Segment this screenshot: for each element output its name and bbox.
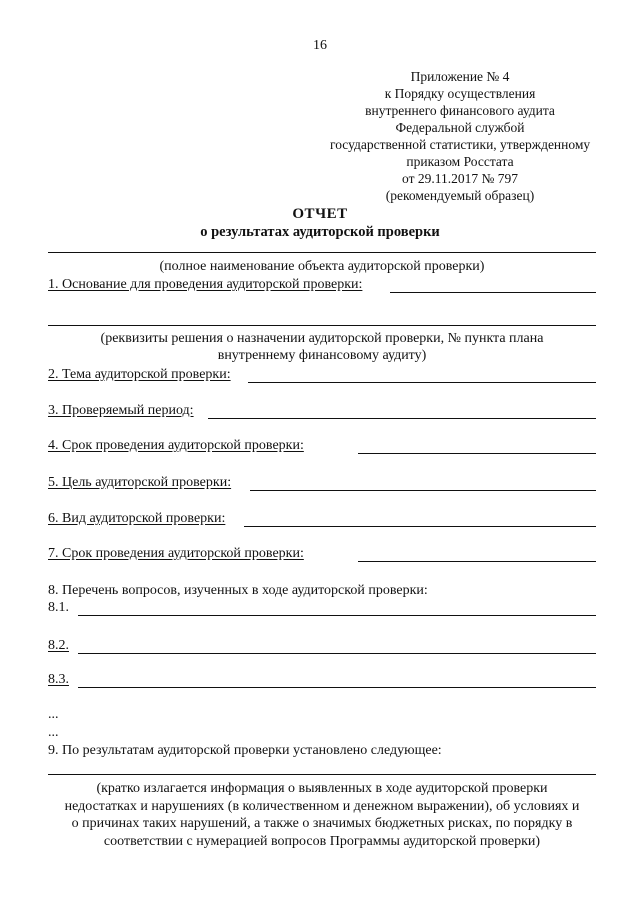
appendix-line: внутреннего финансового аудита [365,103,555,118]
page-number: 16 [313,38,327,53]
document-subtitle: о результатах аудиторской проверки [200,224,440,240]
item-6-line [244,526,596,527]
item-2-line [248,382,596,383]
appendix-line: от 29.11.2017 № 797 [402,171,518,186]
item-8-3-label: 8.3. [48,672,69,687]
item-4-label: 4. Срок проведения аудиторской проверки: [48,438,304,453]
appendix-block [330,68,590,187]
item-2-label: 2. Тема аудиторской проверки: [48,367,231,382]
requisites-caption: (реквизиты решения о назначении аудиторской проверки, № пункта плана внутреннему финансовому аудиту) [100,331,544,363]
item-8-3-line [78,687,596,688]
appendix-line: приказом Росстата [406,154,514,169]
item-9-label: 9. По результатам аудиторской проверки установлено следующее: [48,743,442,758]
object-name-line [48,252,596,253]
final-caption: (кратко излагается информация о выявленных в ходе аудиторской проверки недостатках и нарушениях (в количественном и денежном выражении), об условиях и о причинах таких нарушений, а также о значимых бюджетных рисках, по порядку в соответствии с нумерацией вопросов Программы аудиторской проверки) [64,781,580,849]
appendix-line: Приложение № 4 [410,69,510,84]
document-title: ОТЧЕТ [292,206,348,222]
item-7-label: 7. Срок проведения аудиторской проверки: [48,546,304,561]
sample-note: (рекомендуемый образец) [385,188,535,203]
item-4-line [358,453,596,454]
item-3-line [208,418,596,419]
item-8-1-label: 8.1. [48,600,69,615]
item-8-2-line [78,653,596,654]
item-8-2-label: 8.2. [48,638,69,653]
item-5-line [250,490,596,491]
object-caption: (полное наименование объекта аудиторской проверки) [159,259,485,274]
item-1-extra-line [48,325,596,326]
ellipsis-1: ... [48,707,59,722]
item-8-label: 8. Перечень вопросов, изученных в ходе аудиторской проверки: [48,583,428,598]
item-1-line [390,292,596,293]
appendix-line: к Порядку осуществления [384,86,536,101]
item-3-label: 3. Проверяемый период: [48,403,194,418]
item-9-line [48,774,596,775]
item-6-label: 6. Вид аудиторской проверки: [48,511,226,526]
appendix-line: государственной статистики, утвержденному [330,137,591,152]
item-8-1-line [78,615,596,616]
appendix-line: Федеральной службой [395,120,525,135]
item-7-line [358,561,596,562]
ellipsis-2: ... [48,725,59,740]
item-5-label: 5. Цель аудиторской проверки: [48,475,232,490]
item-1-label: 1. Основание для проведения аудиторской проверки: [48,277,363,292]
